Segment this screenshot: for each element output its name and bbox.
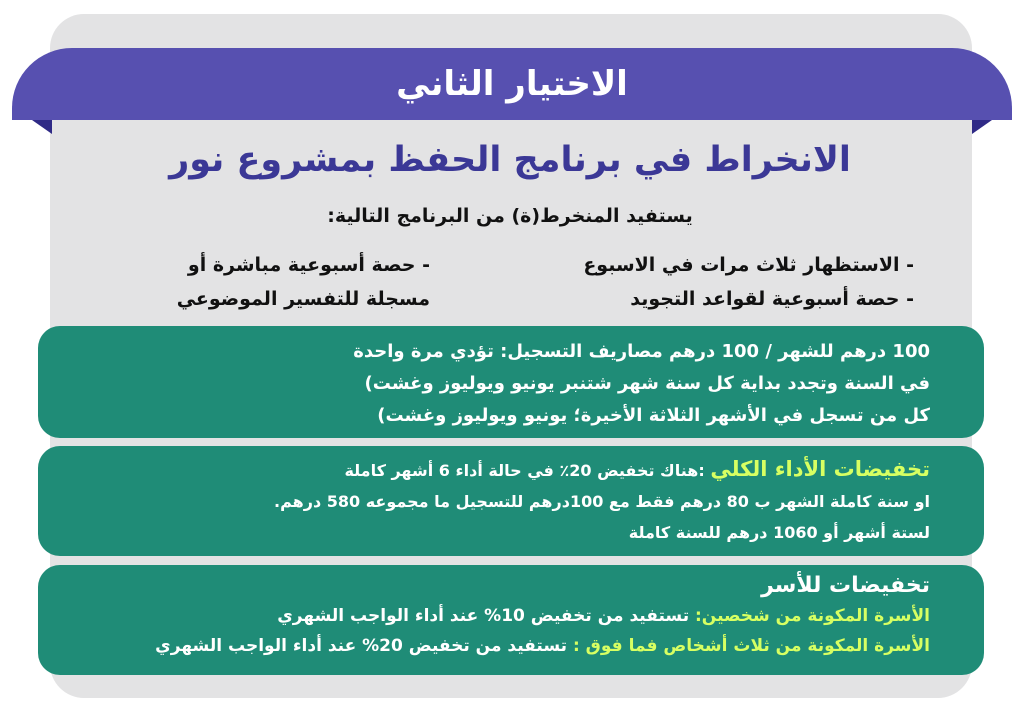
family-three-text: تستفيد من تخفيض 20% عند أداء الواجب الشهري [155,636,573,656]
family-two-text: تستفيد من تخفيض 10% عند أداء الواجب الشهري [277,606,695,626]
banner-title: الاختيار الثاني [396,64,628,104]
family-two-line [50,601,930,631]
list-item: - حصة أسبوعية مباشرة أو [187,254,430,276]
banner-ribbon [12,48,1012,120]
fees-panel [38,326,984,438]
intro-text: يستفيد المنخرط(ة) من البرنامج التالية: [327,205,693,227]
program-list-left [130,248,430,316]
discount-line-1 [70,454,930,486]
full-payment-discount-panel [38,446,984,556]
family-three-label: الأسرة المكونة من ثلاث أشخاص فما فوق : [572,636,930,656]
discount-line-3: لستة أشهر أو 1060 درهم للسنة كاملة [628,523,930,542]
family-heading: تخفيضات للأسر [761,573,930,598]
family-two-label: الأسرة المكونة من شخصين: [695,606,930,626]
list-item: - حصة أسبوعية لقواعد التجويد [630,288,914,310]
fees-line: كل من تسجل في الأشهر الثلاثة الأخيرة؛ يونيو ويوليوز وغشت) [377,405,930,426]
discount-text: :هناك تخفيض 20٪ في حالة أداء 6 أشهر كاملة [344,461,705,480]
discount-heading: تخفيضات الأداء الكلي [710,457,930,481]
list-item: مسجلة للتفسير الموضوعي [176,288,430,310]
list-item: - الاستظهار ثلاث مرات في الاسبوع [583,254,914,276]
program-list-right [534,248,914,316]
family-three-line [50,631,930,661]
banner [12,48,1012,148]
family-discount-panel [38,565,984,675]
fees-line: 100 درهم للشهر / 100 درهم مصاريف التسجيل: تؤدي مرة واحدة [353,341,930,362]
fees-line: في السنة وتجدد بداية كل سنة شهر شتنبر يونيو ويوليوز وغشت) [364,373,930,394]
page-title: الانخراط في برنامج الحفظ بمشروع نور [169,140,851,180]
discount-line-2: او سنة كاملة الشهر ب 80 درهم فقط مع 100درهم للتسجيل ما مجموعه 580 درهم. [274,492,930,511]
